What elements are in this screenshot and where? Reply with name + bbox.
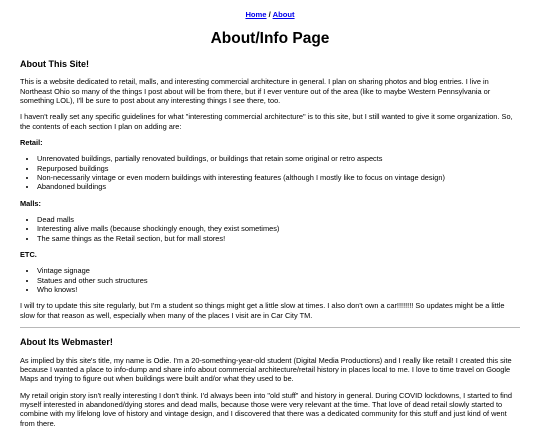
- page-title: About/Info Page: [210, 29, 330, 47]
- about-site-section: [20, 59, 520, 320]
- retail-label: Retail:: [20, 138, 43, 148]
- about-webmaster-heading: About Its Webmaster!: [20, 336, 113, 347]
- retail-list: [20, 154, 520, 191]
- malls-list: [20, 215, 520, 243]
- malls-label: Malls:: [20, 198, 41, 208]
- home-link[interactable]: Home: [245, 10, 267, 19]
- about-site-paragraph: This is a website dedicated to retail, malls, and interesting commercial architecture in general. I plan on sharing photos and blog entries. I live in Northeast Ohio so many of the things I post about will be from there, but if I ever venture out of the area (like to maybe Western Pennsylvania or something LOL), I'll be sure to post about any interesting things I see there, too.: [20, 77, 491, 106]
- list-item: • Non-necessarily vintage or even modern buildings with interesting features (although I mostly like to focus on vintage design): [37, 173, 520, 182]
- list-item: • Statues and other such structures: [37, 276, 520, 285]
- list-item: • The same things as the Retail section, but for mall stores!: [37, 234, 520, 243]
- etc-label: ETC.: [20, 250, 37, 259]
- about-webmaster-section: [20, 337, 520, 428]
- about-site-paragraph: I haven't really set any specific guidelines for what "interesting commercial architecture" is to this site, but I still wanted to give it some organization. So, the contents of each section I plan on adding are:: [20, 112, 513, 131]
- about-site-heading: About This Site!: [20, 58, 89, 69]
- about-site-paragraph: I will try to update this site regularly, but I'm a student so things might get a little slow at times. I also don't own a car!!!!!!!! So updates might be a little slow for that reason as well, especially when many of the places I visit are in Car City TM.: [20, 301, 505, 320]
- about-link[interactable]: About: [272, 10, 295, 19]
- etc-list: [20, 266, 520, 294]
- list-item: • Unrenovated buildings, partially renovated buildings, or buildings that retain some original or retro aspects: [37, 154, 520, 163]
- about-webmaster-paragraph: As implied by this site's title, my name is Odie. I'm a 20-something-year-old student (Digital Media Productions) and I really like retail! I created this site because I wanted a place to info-dump and share info about commercial architecture/retail history in places local to me. I love to time travel on Google Maps and trying to figure out when buildings were built and/or what they used to be.: [20, 355, 512, 384]
- section-divider: [20, 327, 520, 328]
- about-webmaster-paragraph: My retail origin story isn't really interesting I don't think. I'd always been into "old stuff" and history in general. During COVID lockdowns, I started to find myself interested in abandoned/dying stores and dead malls, because those were very relevant at the time. That love of dead retail slowly started to combine with my lifelong love of history and vintage design, and I discovered that there was a dedicated community for this stuff and just kind of went from there.: [20, 390, 513, 428]
- breadcrumb-separator: /: [268, 10, 271, 19]
- breadcrumb-nav: [20, 10, 520, 20]
- list-item: • Repurposed buildings: [37, 164, 520, 173]
- list-item: • Who knows!: [37, 285, 520, 294]
- list-item: • Dead malls: [37, 215, 520, 224]
- list-item: • Vintage signage: [37, 266, 520, 275]
- list-item: • Abandoned buildings: [37, 182, 520, 191]
- list-item: • Interesting alive malls (because shockingly enough, they exist sometimes): [37, 224, 520, 233]
